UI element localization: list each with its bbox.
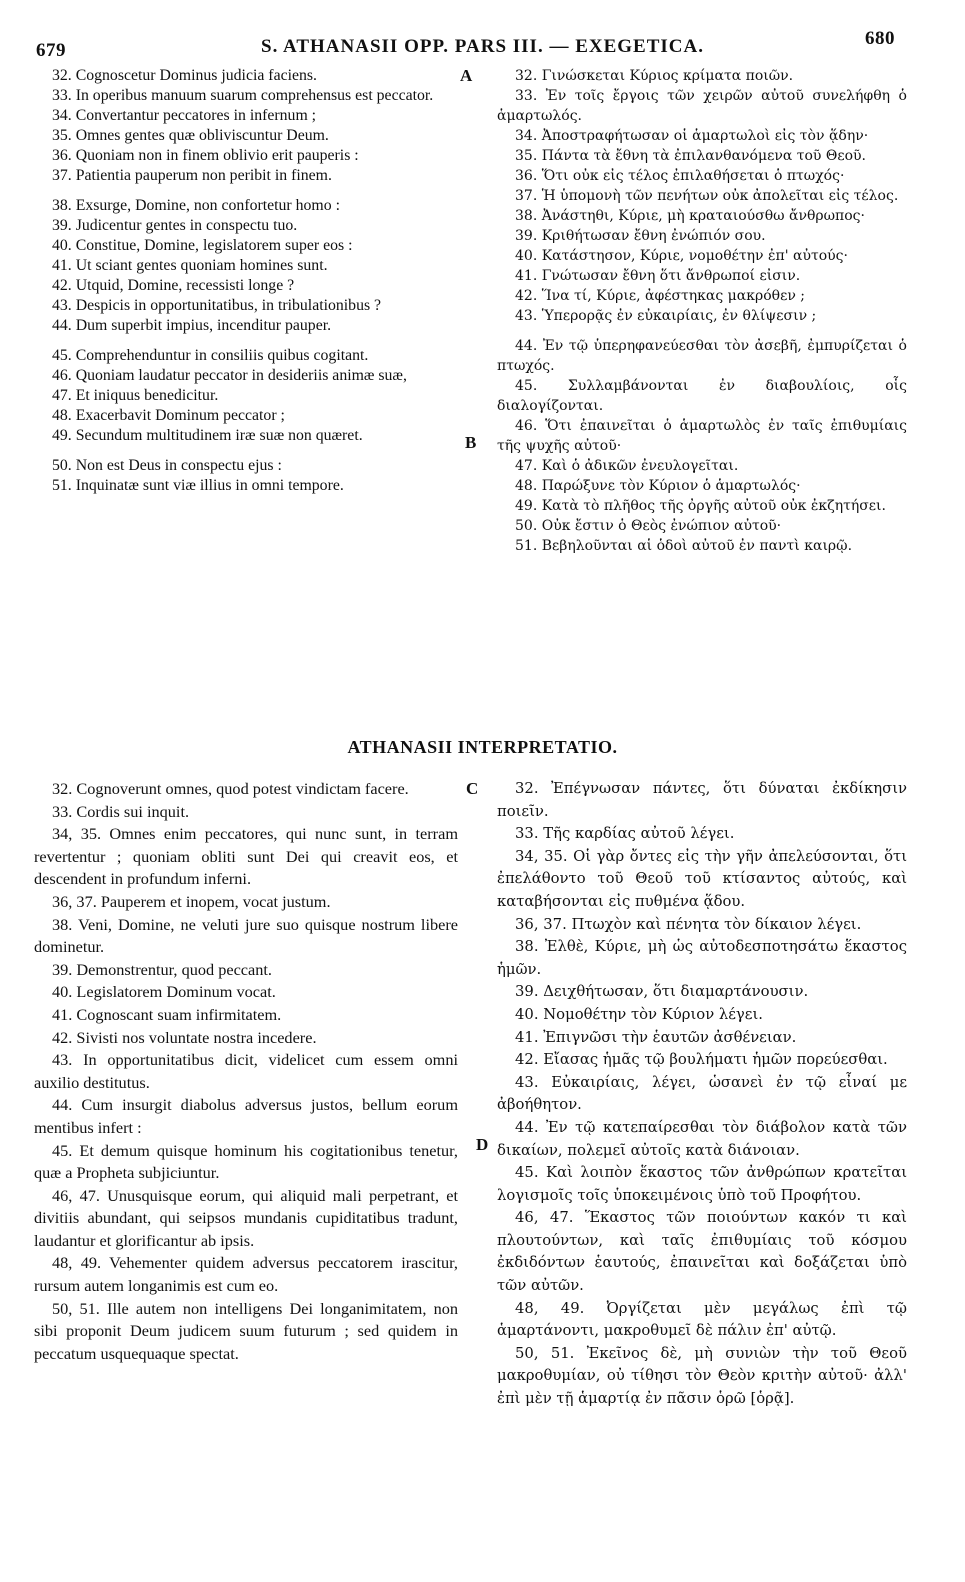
latin-text-verse: 32. Cognoscetur Dominus judicia faciens. [52, 67, 317, 84]
latin-text-verse: 44. Dum superbit impius, incenditur pauper. [52, 317, 332, 334]
greek-text-verse: 48. Παρώξυνε τὸν Κύριον ὁ ἁμαρτωλός· [515, 478, 801, 494]
latin-text-verse: 48. Exacerbavit Dominum peccator ; [52, 407, 285, 424]
margin-letter-d: D [476, 1135, 489, 1154]
margin-letter-c: C [466, 779, 479, 798]
latin-text-verse: 36. Quoniam non in finem oblivio erit pauperis : [52, 147, 359, 164]
latin-text-verse: 40. Constitue, Domine, legislatorem super eos : [52, 237, 353, 254]
latin-interpretation-verse: 40. Legislatorem Dominum vocat. [52, 982, 276, 1002]
greek-interpretation-verse: 41. Ἐπιγνῶσι τὴν ἑαυτῶν ἀσθένειαν. [515, 1028, 797, 1046]
latin-interpretation-verse: 38. Veni, Domine, ne veluti jure suo quisque nostrum libere dominetur. [34, 914, 458, 957]
greek-interpretation-verse: 50, 51. Ἐκεῖνος δὲ, μὴ συνιὼν τὴν τοῦ Θεοῦ μακροθυμίαν, οὐ τίθησι τὸν Θεὸν κριτὴν αὐτοῦ· ἀλλ' ἐπὶ μὲν τῇ ἁμαρτίᾳ ἐν πᾶσιν ὁρῶ [ὁρᾷ]. [497, 1344, 907, 1408]
latin-text-verse: 35. Omnes gentes quæ obliviscuntur Deum. [52, 127, 329, 144]
greek-interpretation-verse: 32. Ἐπέγνωσαν πάντες, ὅτι δύναται ἐκδίκησιν ποιεῖν. [497, 780, 907, 820]
latin-text-verse: 34. Convertantur peccatores in infernum ; [52, 107, 317, 124]
latin-interpretation-verse: 43. In opportunitatibus dicit, videlicet cum essem omni auxilio destitutus. [34, 1050, 458, 1092]
latin-text-verse: 38. Exsurge, Domine, non confortetur homo : [52, 197, 340, 214]
page-number-left: 679 [36, 40, 66, 61]
margin-letter-b: B [465, 433, 477, 452]
greek-text-verse: 43. Ὑπερορᾷς ἐν εὐκαιρίαις, ἐν θλίψεσιν ; [515, 308, 817, 324]
greek-interpretation-verse: 33. Τῆς καρδίας αὐτοῦ λέγει. [515, 825, 735, 843]
latin-interpretation-verse: 41. Cognoscant suam infirmitatem. [52, 1004, 282, 1024]
greek-text-verse: 51. Βεβηλοῦνται αἱ ὁδοὶ αὐτοῦ ἐν παντὶ καιρῷ. [515, 538, 853, 554]
latin-interpretation-verse: 42. Sivisti nos voluntate nostra incedere. [52, 1027, 317, 1047]
latin-interpretation-verse: 45. Et demum quisque hominum his cogitationibus tenetur, quæ a Propheta subjiciuntur. [34, 1140, 458, 1183]
latin-text-verse: 47. Et iniquus benedicitur. [52, 387, 219, 404]
greek-text-verse: 32. Γινώσκεται Κύριος κρίματα ποιῶν. [515, 68, 794, 84]
greek-text-verse: 45. Συλλαμβάνονται ἐν διαβουλίοις, οἷς διαλογίζονται. [497, 378, 907, 414]
greek-interpretation-verse: 36, 37. Πτωχὸν καὶ πένητα τὸν δίκαιον λέγει. [515, 915, 862, 933]
latin-text-verse: 42. Utquid, Domine, recessisti longe ? [52, 277, 295, 294]
latin-interpretation-verse: 50, 51. Ille autem non intelligens Dei longanimitatem, non sibi proponit Deum judicem suum futurum ; sed quidem in peccatum usquequaque spectat. [34, 1298, 458, 1363]
latin-text-verse: 51. Inquinatæ sunt viæ illius in omni tempore. [52, 477, 344, 494]
greek-interpretation-verse: 40. Νομοθέτην τὸν Κύριον λέγει. [515, 1005, 763, 1023]
greek-text-verse: 37. Ἡ ὑπομονὴ τῶν πενήτων οὐκ ἀπολεῖται εἰς τέλος. [515, 188, 899, 204]
greek-psalm-column [497, 66, 907, 556]
latin-psalm-column [34, 66, 458, 496]
greek-text-verse: 46. Ὅτι ἐπαινεῖται ὁ ἁμαρτωλὸς ἐν ταῖς ἐπιθυμίαις τῆς ψυχῆς αὐτοῦ· [497, 418, 907, 454]
greek-text-verse: 42. Ἵνα τί, Κύριε, ἀφέστηκας μακρόθεν ; [515, 288, 806, 304]
greek-interpretation-verse: 42. Εἴασας ἡμᾶς τῷ βουλήματι ἡμῶν πορεύεσθαι. [515, 1051, 888, 1069]
greek-interpretation-column [497, 778, 907, 1411]
greek-interpretation-verse: 44. Ἐν τῷ κατεπαίρεσθαι τὸν διάβολον κατὰ τῶν δικαίων, πολεμεῖ αὐτοῖς κατὰ διάνοιαν. [497, 1118, 907, 1159]
greek-interpretation-verse: 43. Εὐκαιρίαις, λέγει, ὡσανεὶ ἐν τῷ εἶναί με ἀβοήθητον. [497, 1073, 907, 1114]
latin-text-verse: 39. Judicentur gentes in conspectu tuo. [52, 217, 298, 234]
margin-letter-a: A [460, 66, 473, 85]
latin-interpretation-verse: 36, 37. Pauperem et inopem, vocat justum. [52, 891, 331, 911]
latin-interpretation-verse: 46, 47. Unusquisque eorum, qui aliquid mali perpetrant, et divitiis abundant, qui seipsos mundanis cupiditatibus tradunt, laudantur et glorificantur ab ipsis. [34, 1185, 458, 1250]
greek-text-verse: 34. Ἀποστραφήτωσαν οἱ ἁμαρτωλοὶ εἰς τὸν ᾅδην· [515, 128, 869, 144]
greek-interpretation-verse: 34, 35. Οἱ γὰρ ὄντες εἰς τὴν γῆν ἀπελεύσονται, ὅτι ἐπελάθοντο τοῦ Θεοῦ τοῦ κτίσαντος αὐτούς, καὶ καταβήσονται εἰς πυθμένα ᾅδου. [497, 847, 907, 910]
latin-text-verse: 49. Secundum multitudinem iræ suæ non quæret. [52, 427, 363, 444]
latin-text-verse: 41. Ut sciant gentes quoniam homines sunt. [52, 257, 328, 274]
greek-interpretation-verse: 46, 47. Ἕκαστος τῶν ποιούντων κακόν τι καὶ πλουτούντων, καὶ ταῖς ἐπιθυμίαις τοῦ κόσμου ἐκδιδόντων ἑαυτούς, ἐπαινεῖται καὶ δοξάζεται ὑπὸ τῶν αὐτῶν. [497, 1209, 907, 1295]
page-number-right: 680 [865, 28, 895, 49]
greek-text-verse: 44. Ἐν τῷ ὑπερηφανεύεσθαι τὸν ἀσεβῆ, ἐμπυρίζεται ὁ πτωχός. [497, 338, 907, 374]
page-header [0, 28, 965, 64]
latin-interpretation-verse: 32. Cognoverunt omnes, quod potest vindictam facere. [52, 779, 409, 798]
greek-interpretation-verse: 45. Καὶ λοιπὸν ἕκαστος τῶν ἀνθρώπων κρατεῖται λογισμοῖς τοῖς ὑποκειμένοις ὑπὸ τοῦ Προφήτου. [497, 1164, 907, 1204]
greek-text-verse: 33. Ἐν τοῖς ἔργοις τῶν χειρῶν αὐτοῦ συνελήφθη ὁ ἁμαρτωλός. [497, 88, 907, 124]
greek-text-verse: 39. Κριθήτωσαν ἔθνη ἐνώπιόν σου. [515, 228, 766, 244]
greek-interpretation-verse: 38. Ἐλθὲ, Κύριε, μὴ ὡς αὐτοδεσποτησάτω ἕκαστος ἡμῶν. [497, 938, 907, 978]
greek-text-verse: 50. Οὐκ ἔστιν ὁ Θεὸς ἐνώπιον αὐτοῦ· [515, 518, 782, 534]
latin-text-verse: 33. In operibus manuum suarum comprehensus est peccator. [52, 87, 434, 104]
latin-interpretation-verse: 33. Cordis sui inquit. [52, 801, 190, 821]
greek-text-verse: 41. Γνώτωσαν ἔθνη ὅτι ἄνθρωποί εἰσιν. [515, 268, 801, 284]
latin-interpretation-verse: 48, 49. Vehementer quidem adversus peccatorem irascitur, rursum autem longanimis est cum eo. [34, 1253, 458, 1296]
latin-text-verse: 46. Quoniam laudatur peccator in desideriis animæ suæ, [52, 367, 407, 384]
greek-text-verse: 38. Ἀνάστηθι, Κύριε, μὴ κραταιούσθω ἄνθρωπος· [515, 208, 865, 224]
section-title: ATHANASII INTERPRETATIO. [347, 737, 618, 757]
greek-interpretation-verse: 48, 49. Ὀργίζεται μὲν μεγάλως ἐπὶ τῷ ἁμαρτάνοντι, μακροθυμεῖ δὲ πάλιν ἐπ' αὐτῷ. [497, 1299, 907, 1340]
latin-interpretation-verse: 39. Demonstrentur, quod peccant. [52, 959, 272, 979]
greek-text-verse: 47. Καὶ ὁ ἀδικῶν ἐνευλογεῖται. [515, 458, 739, 474]
latin-text-verse: 45. Comprehenduntur in consiliis quibus cogitant. [52, 347, 369, 364]
latin-interpretation-verse: 44. Cum insurgit diabolus adversus justos, bellum eorum mentibus infert : [34, 1095, 458, 1137]
latin-interpretation-column [34, 778, 458, 1365]
greek-text-verse: 49. Κατὰ τὸ πλῆθος τῆς ὀργῆς αὐτοῦ οὐκ ἐκζητήσει. [515, 498, 886, 514]
latin-text-verse: 50. Non est Deus in conspectu ejus : [52, 457, 282, 474]
latin-text-verse: 37. Patientia pauperum non peribit in finem. [52, 167, 332, 184]
running-title: S. ATHANASII OPP. PARS III. — EXEGETICA. [261, 36, 704, 57]
latin-interpretation-verse: 34, 35. Omnes enim peccatores, qui nunc sunt, in terram revertentur ; quoniam obliti sunt Dei qui creavit eos, et descendent in profundum inferni. [34, 824, 458, 889]
greek-interpretation-verse: 39. Δειχθήτωσαν, ὅτι διαμαρτάνουσιν. [515, 983, 809, 1001]
greek-text-verse: 35. Πάντα τὰ ἔθνη τὰ ἐπιλανθανόμενα τοῦ Θεοῦ. [515, 148, 867, 164]
greek-text-verse: 36. Ὅτι οὐκ εἰς τέλος ἐπιλαθήσεται ὁ πτωχός· [515, 168, 845, 184]
greek-text-verse: 40. Κατάστησον, Κύριε, νομοθέτην ἐπ' αὐτούς· [515, 248, 848, 264]
latin-text-verse: 43. Despicis in opportunitatibus, in tribulationibus ? [52, 297, 382, 314]
